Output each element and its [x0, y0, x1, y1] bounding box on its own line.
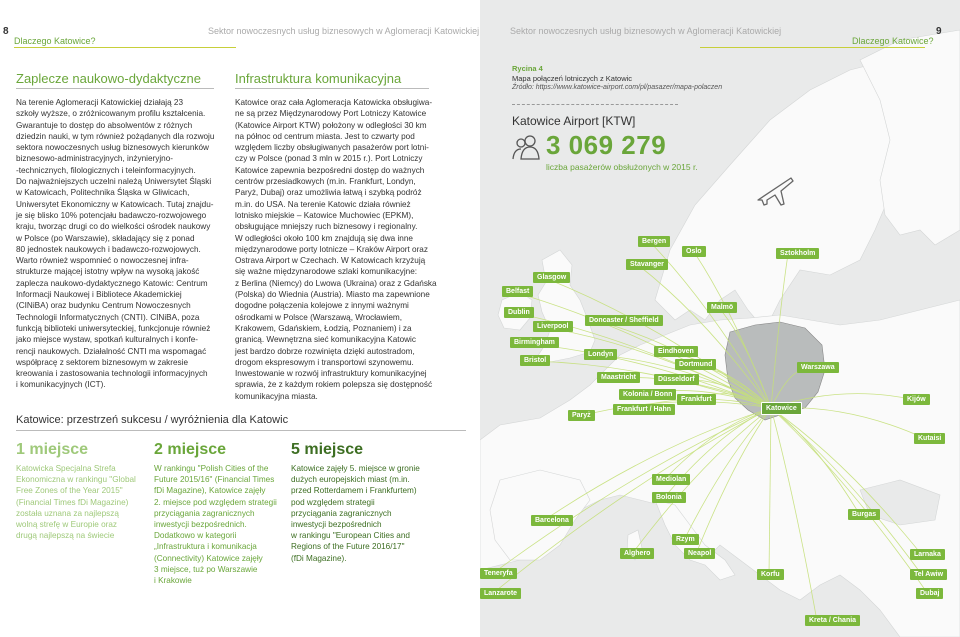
- right-header-rule: [700, 47, 925, 48]
- city-label-kutaisi: Kutaisi: [914, 433, 945, 444]
- awards-band-title: Katowice: przestrzeń sukcesu / wyróżnienia dla Katowic: [16, 414, 289, 426]
- infra-rule: [235, 88, 429, 89]
- passenger-count: 3 069 279: [546, 130, 667, 160]
- award-1-text: Katowicka Specjalna Strefa Ekonomiczna w rankingu "Global Free Zones of the Year 2015" (Financial Times fDi Magazine) została uznana za najlepszą wolną strefę w Europie oraz drugą najlepszą na świecie: [16, 464, 136, 541]
- city-label-frankfurt: Frankfurt: [677, 394, 716, 405]
- city-label-londyn: Londyn: [584, 349, 617, 360]
- figure-title: Mapa połączeń lotniczych z Katowic: [512, 74, 633, 83]
- city-label-frankfurt-hahn: Frankfurt / Hahn: [613, 404, 675, 415]
- city-label-stavanger: Stavanger: [626, 259, 668, 270]
- city-label-larnaka: Larnaka: [910, 549, 945, 560]
- city-label-rzym: Rzym: [672, 534, 699, 545]
- city-label-dortmund: Dortmund: [675, 359, 716, 370]
- people-icon: [512, 134, 542, 160]
- city-label-korfu: Korfu: [757, 569, 784, 580]
- infra-title: Infrastruktura komunikacyjna: [235, 71, 402, 86]
- figure-source: Źródło: https://www.katowice-airport.com/pl/pasazer/mapa-polaczen: [512, 84, 723, 91]
- city-label-doncaster-sheffield: Doncaster / Sheffield: [585, 315, 663, 326]
- left-header-sector: Sektor nowoczesnych usług biznesowych w Aglomeracji Katowickiej: [208, 26, 480, 36]
- figure-divider: [512, 104, 678, 105]
- award-3-rank: 5 miejsce: [291, 441, 364, 458]
- city-label-warszawa: Warszawa: [797, 362, 839, 373]
- awards-rule: [16, 430, 466, 431]
- city-label-kijów: Kijów: [903, 394, 930, 405]
- city-label-bergen: Bergen: [638, 236, 670, 247]
- passenger-count-label: liczba pasażerów obsłużonych w 2015 r.: [546, 162, 698, 172]
- city-label-birmingham: Birmingham: [510, 337, 559, 348]
- city-label-bristol: Bristol: [520, 355, 550, 366]
- city-label-teneryfa: Teneryfa: [480, 568, 517, 579]
- city-label-eindhoven: Eindhoven: [654, 346, 698, 357]
- city-label-barcelona: Barcelona: [531, 515, 573, 526]
- city-label-lanzarote: Lanzarote: [480, 588, 521, 599]
- city-label-maastricht: Maastricht: [597, 372, 640, 383]
- left-header-subtitle: Dlaczego Katowice?: [14, 36, 96, 46]
- award-2-rank: 2 miejsce: [154, 441, 227, 458]
- city-label-dublin: Dublin: [504, 307, 534, 318]
- city-label-mediolan: Mediolan: [652, 474, 690, 485]
- city-label-belfast: Belfast: [502, 286, 533, 297]
- city-label-kreta-chania: Kreta / Chania: [805, 615, 860, 626]
- academic-text: Na terenie Aglomeracji Katowickiej działają 23 szkoły wyższe, o zróżnicowanym profilu kształcenia. Gwarantuje to dostęp do absolwentów z różnych dziedzin nauki, w tym również pożądanych dla rozwoju sektora nowoczesnych usług biznesowych kierunków biznesowo-administracyjnych, inżynieryjno- -technicznych, filologicznych i teleinformacyjnych. Do najważniejszych uczelni należą Uniwersytet Śląski w Katowicach, Politechnika Śląska w Gliwicach, Uniwersytet Ekonomiczny w Katowicach. Tutaj znajdu- je się blisko 10% potencjału badawczo-rozwojowego kraju, tworząc drugi co do wielkości ośrodek naukowy w Polsce (po Warszawie), składający się z ponad 80 jednostek naukowych i badawczo-rozwojowych. Warto również wspomnieć o nowoczesnej infra- strukturze mającej istotny wpływ na wysoką jakość zaplecza naukowo-dydaktycznego Katowic: Centrum Informacji Naukowej i Bibliotece Akademickiej (CINiBA) oraz budynku Centrum Nowoczesnych Technologii Informatycznych (CNTI). CINiBA, poza funkcją biblioteki uniwersyteckiej, funkcjonuje również jako miejsce wystaw, spotkań kulturalnych i konfe- rencji naukowych. Działalność CNTI ma wspomagać współpracę z sektorem biznesowym w zakresie kreowania i zastosowania technologii informacyjnych i komunikacyjnych (ICT).: [16, 98, 215, 390]
- city-label-dubaj: Dubaj: [916, 588, 943, 599]
- award-1-rank: 1 miejsce: [16, 441, 89, 458]
- award-3-text: Katowice zajęły 5. miejsce w gronie dużych europejskich miast (m.in. przed Rotterdamem i Frankfurtem) pod względem strategii przyciągania zagranicznych inwestycji bezpośrednich w rankingu "European Cities and Regions of the Future 2016/17" (fDi Magazine).: [291, 464, 420, 563]
- academic-rule: [16, 88, 214, 89]
- infra-text: Katowice oraz cała Aglomeracja Katowicka obsługiwa- ne są przez Międzynarodowy Port Lotniczy Katowice (Katowice Airport KTW) położony w odległości 30 km na północ od centrum miasta. Jest to czwarty pod względem liczby obsługiwanych pasażerów port lotni- czy w Polsce (ponad 3 mln w 2015 r.). Port Lotniczy Katowice zapewnia bezpośredni dostęp do ważnych centrów przesiadkowych (m.in. Frankfurt, Londyn, Paryż, Dubaj) oraz umożliwia łatwą i szybką podróż m.in. do USA. Na terenie Katowic działa również lotnisko miejskie – Katowice Muchowiec (EPKM), obsługujące mniejszy ruch biznesowy i regionalny. W odległości około 100 km znajdują się dwa inne międzynarodowe porty lotnicze – Kraków Airport oraz Ostrava Airport w Czechach. W Katowicach krzyżują się ważne międzynarodowe szlaki komunikacyjne: z Berlina (Niemcy) do Lwowa (Ukraina) oraz z Gdańska (Polska) do Wiednia (Austria). Miasto ma zapewnione dogodne połączenia kolejowe z innymi ważnymi ośrodkami w Polsce (Warszawą, Wrocławiem, Krakowem, Gdańskiem, Łodzią, Poznaniem) i za granicą. Wewnętrzna sieć komunikacyjna Katowic jest bardzo dobrze rozwinięta dzięki autostradom, drogom ekspresowym i transportowi szynowemu. Inwestowanie w rozwój infrastruktury komunikacyjnej sprawia, że z każdym rokiem polepsza się dostępność komunikacyjna miasta.: [235, 98, 437, 401]
- right-page-number: 9: [936, 26, 942, 37]
- city-label-tel-awiw: Tel Awiw: [910, 569, 947, 580]
- right-header-subtitle: Dlaczego Katowice?: [852, 36, 934, 46]
- city-label-oslo: Oslo: [682, 246, 706, 257]
- figure-label: Rycina 4: [512, 64, 543, 73]
- city-label-alghero: Alghero: [620, 548, 654, 559]
- city-label-katowice: Katowice: [761, 402, 802, 415]
- left-page-number: 8: [3, 26, 9, 37]
- left-header-rule: [14, 47, 236, 48]
- city-label-glasgow: Glasgow: [533, 272, 570, 283]
- airport-name: Katowice Airport [KTW]: [512, 114, 636, 128]
- city-label-sztokholm: Sztokholm: [776, 248, 819, 259]
- city-label-liverpool: Liverpool: [533, 321, 573, 332]
- award-2-text: W rankingu "Polish Cities of the Future 2015/16" (Financial Times fDi Magazine), Katowice zajęły 2. miejsce pod względem strategii przyciągania zagranicznych inwestycji bezpośrednich. Dodatkowo w kategorii „Infrastruktura i komunikacja (Connectivity) Katowice zajęły 3 miejsce, tuż po Warszawie i Krakowie: [154, 464, 277, 586]
- academic-title: Zaplecze naukowo-dydaktyczne: [16, 71, 201, 86]
- europe-map-graphic: [480, 0, 960, 637]
- city-label-kolonia-bonn: Kolonia / Bonn: [619, 389, 676, 400]
- right-header-sector: Sektor nowoczesnych usług biznesowych w Aglomeracji Katowickiej: [510, 26, 782, 36]
- plane-icon: [755, 172, 795, 206]
- city-label-paryż: Paryż: [568, 410, 595, 421]
- city-label-düsseldorf: Düsseldorf: [654, 374, 699, 385]
- city-label-burgas: Burgas: [848, 509, 880, 520]
- city-label-neapol: Neapol: [684, 548, 715, 559]
- city-label-bolonia: Bolonia: [652, 492, 686, 503]
- city-label-malmö: Malmö: [707, 302, 737, 313]
- airline-connections-map: [480, 0, 960, 637]
